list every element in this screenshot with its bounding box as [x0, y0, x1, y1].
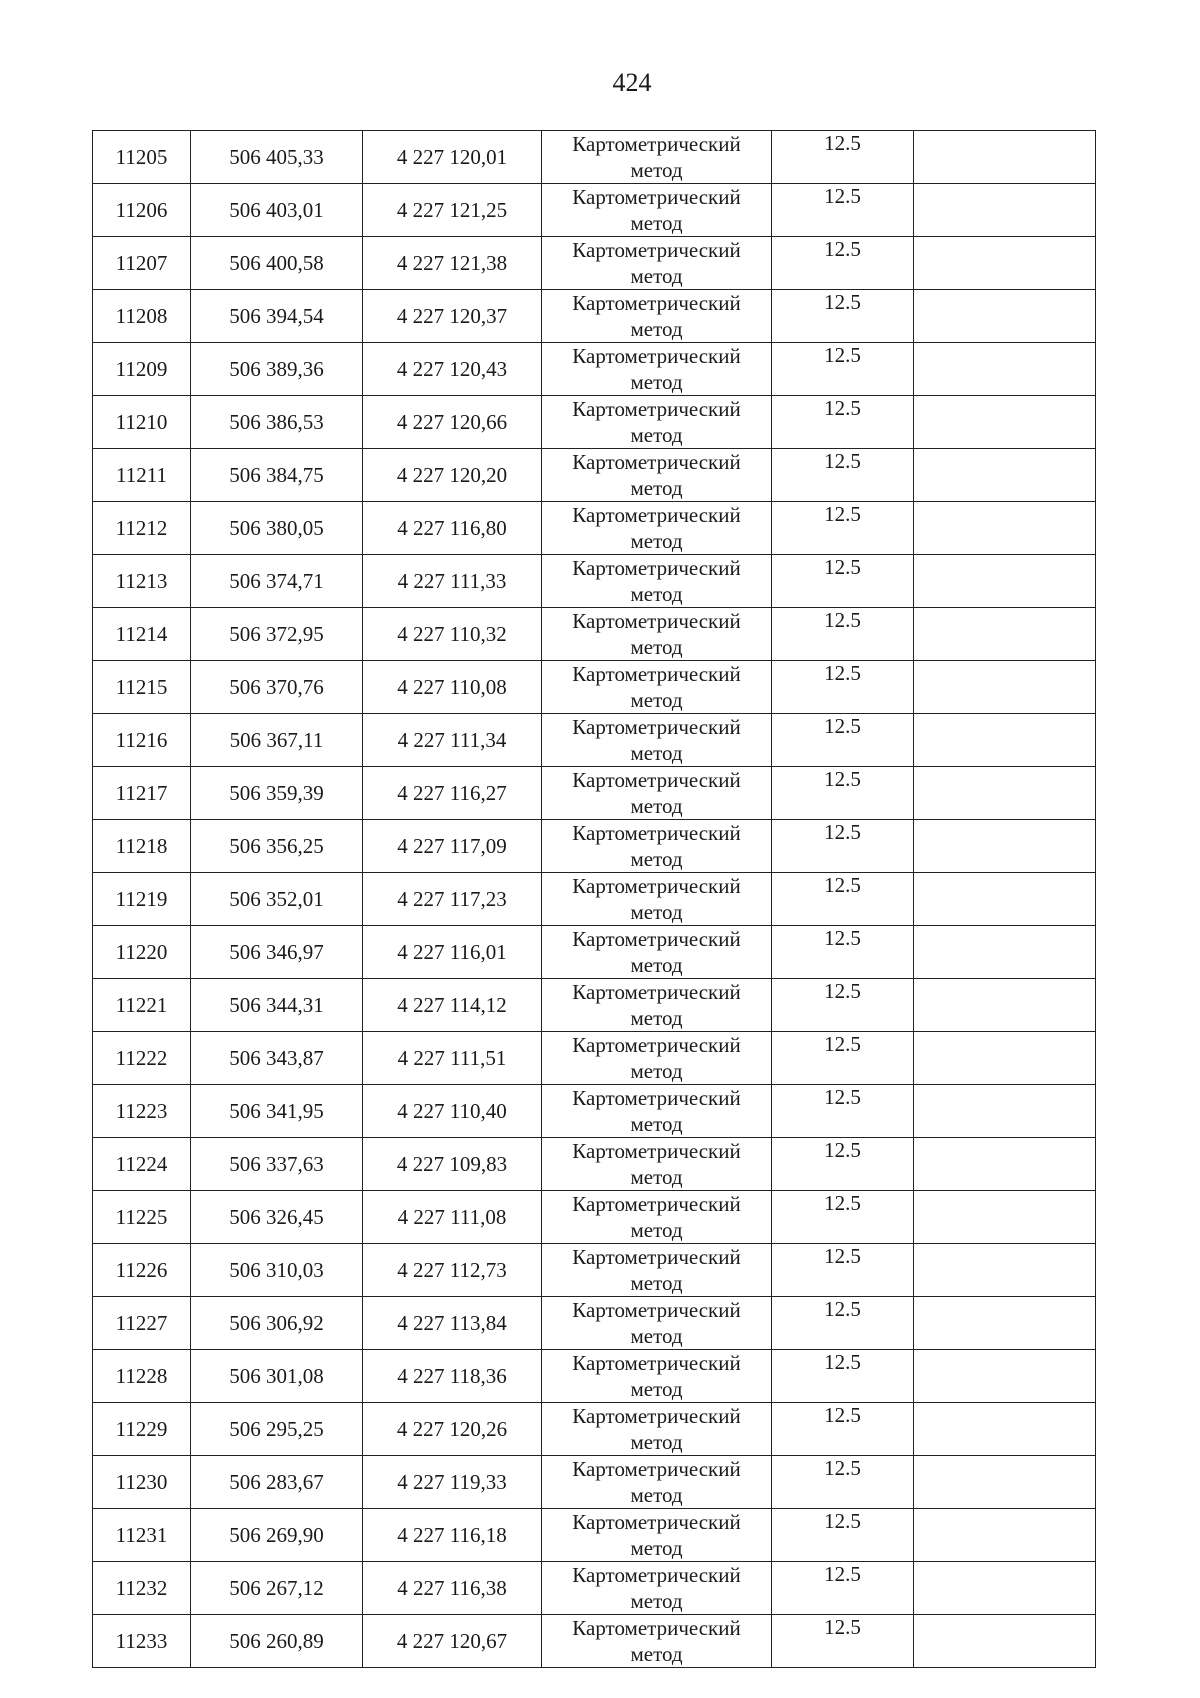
method-line-1: Картометрический: [572, 1033, 741, 1057]
x-coordinate-cell: 506 283,67: [191, 1456, 363, 1509]
method-line-2: метод: [630, 529, 683, 553]
y-coordinate-cell: 4 227 110,40: [363, 1085, 542, 1138]
method-line-1: Картометрический: [572, 980, 741, 1004]
method-cell: [542, 1615, 772, 1668]
method-line-2: метод: [630, 1165, 683, 1189]
method-line-1: Картометрический: [572, 1563, 741, 1587]
method-line-2: метод: [630, 582, 683, 606]
method-line-2: метод: [630, 741, 683, 765]
table-row: [93, 184, 1096, 237]
method-line-2: метод: [630, 1059, 683, 1083]
y-coordinate-cell: 4 227 116,27: [363, 767, 542, 820]
accuracy-cell: 12.5: [772, 661, 914, 714]
method-line-1: Картометрический: [572, 1404, 741, 1428]
note-cell: [914, 1244, 1096, 1297]
point-number-cell: 11209: [93, 343, 191, 396]
y-coordinate-cell: 4 227 119,33: [363, 1456, 542, 1509]
method-line-1: Картометрический: [572, 821, 741, 845]
y-coordinate-cell: 4 227 117,09: [363, 820, 542, 873]
y-coordinate-cell: 4 227 111,34: [363, 714, 542, 767]
x-coordinate-cell: 506 269,90: [191, 1509, 363, 1562]
accuracy-cell: 12.5: [772, 290, 914, 343]
x-coordinate-cell: 506 306,92: [191, 1297, 363, 1350]
y-coordinate-cell: 4 227 121,25: [363, 184, 542, 237]
accuracy-cell: 12.5: [772, 237, 914, 290]
accuracy-cell: 12.5: [772, 1085, 914, 1138]
accuracy-cell: 12.5: [772, 1615, 914, 1668]
x-coordinate-cell: 506 295,25: [191, 1403, 363, 1456]
note-cell: [914, 1085, 1096, 1138]
table-row: [93, 926, 1096, 979]
method-line-2: метод: [630, 953, 683, 977]
table-row: [93, 131, 1096, 184]
point-number-cell: 11224: [93, 1138, 191, 1191]
method-line-1: Картометрический: [572, 185, 741, 209]
accuracy-cell: 12.5: [772, 767, 914, 820]
method-cell: [542, 1191, 772, 1244]
accuracy-cell: 12.5: [772, 1138, 914, 1191]
x-coordinate-cell: 506 337,63: [191, 1138, 363, 1191]
method-cell: [542, 1138, 772, 1191]
method-line-1: Картометрический: [572, 556, 741, 580]
method-line-1: Картометрический: [572, 1245, 741, 1269]
point-number-cell: 11216: [93, 714, 191, 767]
accuracy-cell: 12.5: [772, 1244, 914, 1297]
method-cell: [542, 820, 772, 873]
note-cell: [914, 1456, 1096, 1509]
method-cell: [542, 237, 772, 290]
note-cell: [914, 1509, 1096, 1562]
x-coordinate-cell: 506 403,01: [191, 184, 363, 237]
method-line-2: метод: [630, 1218, 683, 1242]
table-row: [93, 873, 1096, 926]
method-line-1: Картометрический: [572, 609, 741, 633]
note-cell: [914, 1191, 1096, 1244]
method-cell: [542, 608, 772, 661]
y-coordinate-cell: 4 227 114,12: [363, 979, 542, 1032]
accuracy-cell: 12.5: [772, 343, 914, 396]
point-number-cell: 11205: [93, 131, 191, 184]
x-coordinate-cell: 506 260,89: [191, 1615, 363, 1668]
accuracy-cell: 12.5: [772, 1297, 914, 1350]
x-coordinate-cell: 506 400,58: [191, 237, 363, 290]
point-number-cell: 11213: [93, 555, 191, 608]
note-cell: [914, 1032, 1096, 1085]
x-coordinate-cell: 506 346,97: [191, 926, 363, 979]
method-cell: [542, 1509, 772, 1562]
table-row: [93, 1403, 1096, 1456]
method-line-1: Картометрический: [572, 503, 741, 527]
point-number-cell: 11211: [93, 449, 191, 502]
table-row: [93, 1615, 1096, 1668]
accuracy-cell: 12.5: [772, 979, 914, 1032]
table-row: [93, 1138, 1096, 1191]
note-cell: [914, 237, 1096, 290]
table-row: [93, 767, 1096, 820]
accuracy-cell: 12.5: [772, 449, 914, 502]
method-line-2: метод: [630, 317, 683, 341]
note-cell: [914, 184, 1096, 237]
note-cell: [914, 555, 1096, 608]
table-row: [93, 237, 1096, 290]
method-line-1: Картометрический: [572, 132, 741, 156]
point-number-cell: 11208: [93, 290, 191, 343]
y-coordinate-cell: 4 227 120,26: [363, 1403, 542, 1456]
point-number-cell: 11210: [93, 396, 191, 449]
method-cell: [542, 555, 772, 608]
page-number: 424: [612, 68, 652, 97]
x-coordinate-cell: 506 356,25: [191, 820, 363, 873]
table-row: [93, 1191, 1096, 1244]
method-line-2: метод: [630, 1483, 683, 1507]
note-cell: [914, 396, 1096, 449]
note-cell: [914, 608, 1096, 661]
y-coordinate-cell: 4 227 111,51: [363, 1032, 542, 1085]
method-cell: [542, 449, 772, 502]
method-cell: [542, 1403, 772, 1456]
accuracy-cell: 12.5: [772, 1032, 914, 1085]
table-row: [93, 1085, 1096, 1138]
table-row: [93, 608, 1096, 661]
note-cell: [914, 131, 1096, 184]
method-line-2: метод: [630, 1377, 683, 1401]
accuracy-cell: 12.5: [772, 1191, 914, 1244]
accuracy-cell: 12.5: [772, 396, 914, 449]
note-cell: [914, 661, 1096, 714]
method-line-2: метод: [630, 1271, 683, 1295]
method-line-1: Картометрический: [572, 291, 741, 315]
point-number-cell: 11228: [93, 1350, 191, 1403]
x-coordinate-cell: 506 389,36: [191, 343, 363, 396]
y-coordinate-cell: 4 227 116,01: [363, 926, 542, 979]
note-cell: [914, 502, 1096, 555]
method-line-1: Картометрический: [572, 1351, 741, 1375]
x-coordinate-cell: 506 343,87: [191, 1032, 363, 1085]
coordinates-table: [92, 130, 1096, 1668]
method-line-1: Картометрический: [572, 1457, 741, 1481]
method-line-2: метод: [630, 794, 683, 818]
table-row: [93, 1032, 1096, 1085]
method-cell: [542, 131, 772, 184]
method-line-1: Картометрический: [572, 768, 741, 792]
method-cell: [542, 767, 772, 820]
y-coordinate-cell: 4 227 112,73: [363, 1244, 542, 1297]
point-number-cell: 11217: [93, 767, 191, 820]
x-coordinate-cell: 506 386,53: [191, 396, 363, 449]
method-cell: [542, 290, 772, 343]
x-coordinate-cell: 506 405,33: [191, 131, 363, 184]
note-cell: [914, 820, 1096, 873]
accuracy-cell: 12.5: [772, 1350, 914, 1403]
table-row: [93, 1456, 1096, 1509]
accuracy-cell: 12.5: [772, 1456, 914, 1509]
method-cell: [542, 1562, 772, 1615]
method-line-1: Картометрический: [572, 1086, 741, 1110]
method-cell: [542, 1244, 772, 1297]
table-row: [93, 502, 1096, 555]
accuracy-cell: 12.5: [772, 1403, 914, 1456]
note-cell: [914, 449, 1096, 502]
method-cell: [542, 1456, 772, 1509]
x-coordinate-cell: 506 367,11: [191, 714, 363, 767]
method-cell: [542, 714, 772, 767]
note-cell: [914, 714, 1096, 767]
table-row: [93, 661, 1096, 714]
accuracy-cell: 12.5: [772, 926, 914, 979]
x-coordinate-cell: 506 372,95: [191, 608, 363, 661]
method-line-2: метод: [630, 1536, 683, 1560]
note-cell: [914, 1138, 1096, 1191]
method-line-1: Картометрический: [572, 1298, 741, 1322]
method-cell: [542, 343, 772, 396]
point-number-cell: 11215: [93, 661, 191, 714]
point-number-cell: 11227: [93, 1297, 191, 1350]
method-line-1: Картометрический: [572, 238, 741, 262]
point-number-cell: 11222: [93, 1032, 191, 1085]
note-cell: [914, 873, 1096, 926]
note-cell: [914, 767, 1096, 820]
method-line-2: метод: [630, 211, 683, 235]
note-cell: [914, 343, 1096, 396]
method-line-2: метод: [630, 476, 683, 500]
y-coordinate-cell: 4 227 120,20: [363, 449, 542, 502]
x-coordinate-cell: 506 370,76: [191, 661, 363, 714]
point-number-cell: 11233: [93, 1615, 191, 1668]
point-number-cell: 11212: [93, 502, 191, 555]
table-row: [93, 714, 1096, 767]
method-line-1: Картометрический: [572, 874, 741, 898]
y-coordinate-cell: 4 227 120,66: [363, 396, 542, 449]
accuracy-cell: 12.5: [772, 555, 914, 608]
table-row: [93, 343, 1096, 396]
accuracy-cell: 12.5: [772, 873, 914, 926]
y-coordinate-cell: 4 227 121,38: [363, 237, 542, 290]
method-line-2: метод: [630, 1112, 683, 1136]
x-coordinate-cell: 506 394,54: [191, 290, 363, 343]
method-line-2: метод: [630, 635, 683, 659]
method-line-2: метод: [630, 264, 683, 288]
x-coordinate-cell: 506 344,31: [191, 979, 363, 1032]
x-coordinate-cell: 506 380,05: [191, 502, 363, 555]
accuracy-cell: 12.5: [772, 502, 914, 555]
table-row: [93, 1297, 1096, 1350]
note-cell: [914, 1297, 1096, 1350]
x-coordinate-cell: 506 374,71: [191, 555, 363, 608]
accuracy-cell: 12.5: [772, 1509, 914, 1562]
table-row: [93, 555, 1096, 608]
method-line-2: метод: [630, 900, 683, 924]
method-cell: [542, 1032, 772, 1085]
point-number-cell: 11206: [93, 184, 191, 237]
method-cell: [542, 184, 772, 237]
method-line-1: Картометрический: [572, 927, 741, 951]
y-coordinate-cell: 4 227 120,67: [363, 1615, 542, 1668]
x-coordinate-cell: 506 359,39: [191, 767, 363, 820]
accuracy-cell: 12.5: [772, 131, 914, 184]
accuracy-cell: 12.5: [772, 1562, 914, 1615]
y-coordinate-cell: 4 227 116,80: [363, 502, 542, 555]
method-line-2: метод: [630, 1589, 683, 1613]
x-coordinate-cell: 506 267,12: [191, 1562, 363, 1615]
point-number-cell: 11219: [93, 873, 191, 926]
note-cell: [914, 1403, 1096, 1456]
point-number-cell: 11214: [93, 608, 191, 661]
point-number-cell: 11232: [93, 1562, 191, 1615]
method-cell: [542, 1297, 772, 1350]
table-row: [93, 449, 1096, 502]
y-coordinate-cell: 4 227 113,84: [363, 1297, 542, 1350]
method-line-1: Картометрический: [572, 344, 741, 368]
y-coordinate-cell: 4 227 116,18: [363, 1509, 542, 1562]
method-cell: [542, 979, 772, 1032]
method-cell: [542, 396, 772, 449]
method-line-2: метод: [630, 1006, 683, 1030]
point-number-cell: 11225: [93, 1191, 191, 1244]
note-cell: [914, 1562, 1096, 1615]
table-row: [93, 1509, 1096, 1562]
accuracy-cell: 12.5: [772, 714, 914, 767]
method-line-1: Картометрический: [572, 1616, 741, 1640]
method-line-2: метод: [630, 370, 683, 394]
method-line-1: Картометрический: [572, 662, 741, 686]
method-line-2: метод: [630, 423, 683, 447]
table-row: [93, 396, 1096, 449]
point-number-cell: 11218: [93, 820, 191, 873]
table-row: [93, 1562, 1096, 1615]
note-cell: [914, 1615, 1096, 1668]
y-coordinate-cell: 4 227 118,36: [363, 1350, 542, 1403]
accuracy-cell: 12.5: [772, 820, 914, 873]
method-line-2: метод: [630, 158, 683, 182]
note-cell: [914, 1350, 1096, 1403]
y-coordinate-cell: 4 227 120,01: [363, 131, 542, 184]
x-coordinate-cell: 506 310,03: [191, 1244, 363, 1297]
y-coordinate-cell: 4 227 120,37: [363, 290, 542, 343]
method-cell: [542, 1085, 772, 1138]
method-line-1: Картометрический: [572, 450, 741, 474]
table-row: [93, 1244, 1096, 1297]
y-coordinate-cell: 4 227 110,08: [363, 661, 542, 714]
point-number-cell: 11207: [93, 237, 191, 290]
accuracy-cell: 12.5: [772, 184, 914, 237]
table-row: [93, 290, 1096, 343]
y-coordinate-cell: 4 227 117,23: [363, 873, 542, 926]
point-number-cell: 11230: [93, 1456, 191, 1509]
x-coordinate-cell: 506 301,08: [191, 1350, 363, 1403]
method-cell: [542, 926, 772, 979]
point-number-cell: 11221: [93, 979, 191, 1032]
method-line-2: метод: [630, 847, 683, 871]
method-line-2: метод: [630, 688, 683, 712]
method-line-1: Картометрический: [572, 715, 741, 739]
y-coordinate-cell: 4 227 109,83: [363, 1138, 542, 1191]
point-number-cell: 11226: [93, 1244, 191, 1297]
method-cell: [542, 661, 772, 714]
x-coordinate-cell: 506 341,95: [191, 1085, 363, 1138]
point-number-cell: 11223: [93, 1085, 191, 1138]
method-line-1: Картометрический: [572, 397, 741, 421]
note-cell: [914, 926, 1096, 979]
y-coordinate-cell: 4 227 111,08: [363, 1191, 542, 1244]
x-coordinate-cell: 506 384,75: [191, 449, 363, 502]
y-coordinate-cell: 4 227 116,38: [363, 1562, 542, 1615]
x-coordinate-cell: 506 326,45: [191, 1191, 363, 1244]
method-line-1: Картометрический: [572, 1192, 741, 1216]
method-line-2: метод: [630, 1430, 683, 1454]
accuracy-cell: 12.5: [772, 608, 914, 661]
table-row: [93, 1350, 1096, 1403]
method-line-1: Картометрический: [572, 1139, 741, 1163]
note-cell: [914, 979, 1096, 1032]
y-coordinate-cell: 4 227 120,43: [363, 343, 542, 396]
y-coordinate-cell: 4 227 110,32: [363, 608, 542, 661]
coordinates-table-body: [93, 131, 1096, 1668]
method-line-1: Картометрический: [572, 1510, 741, 1534]
method-cell: [542, 502, 772, 555]
point-number-cell: 11231: [93, 1509, 191, 1562]
note-cell: [914, 290, 1096, 343]
method-line-2: метод: [630, 1324, 683, 1348]
point-number-cell: 11220: [93, 926, 191, 979]
method-line-2: метод: [630, 1642, 683, 1666]
x-coordinate-cell: 506 352,01: [191, 873, 363, 926]
y-coordinate-cell: 4 227 111,33: [363, 555, 542, 608]
table-row: [93, 820, 1096, 873]
method-cell: [542, 873, 772, 926]
point-number-cell: 11229: [93, 1403, 191, 1456]
method-cell: [542, 1350, 772, 1403]
table-row: [93, 979, 1096, 1032]
